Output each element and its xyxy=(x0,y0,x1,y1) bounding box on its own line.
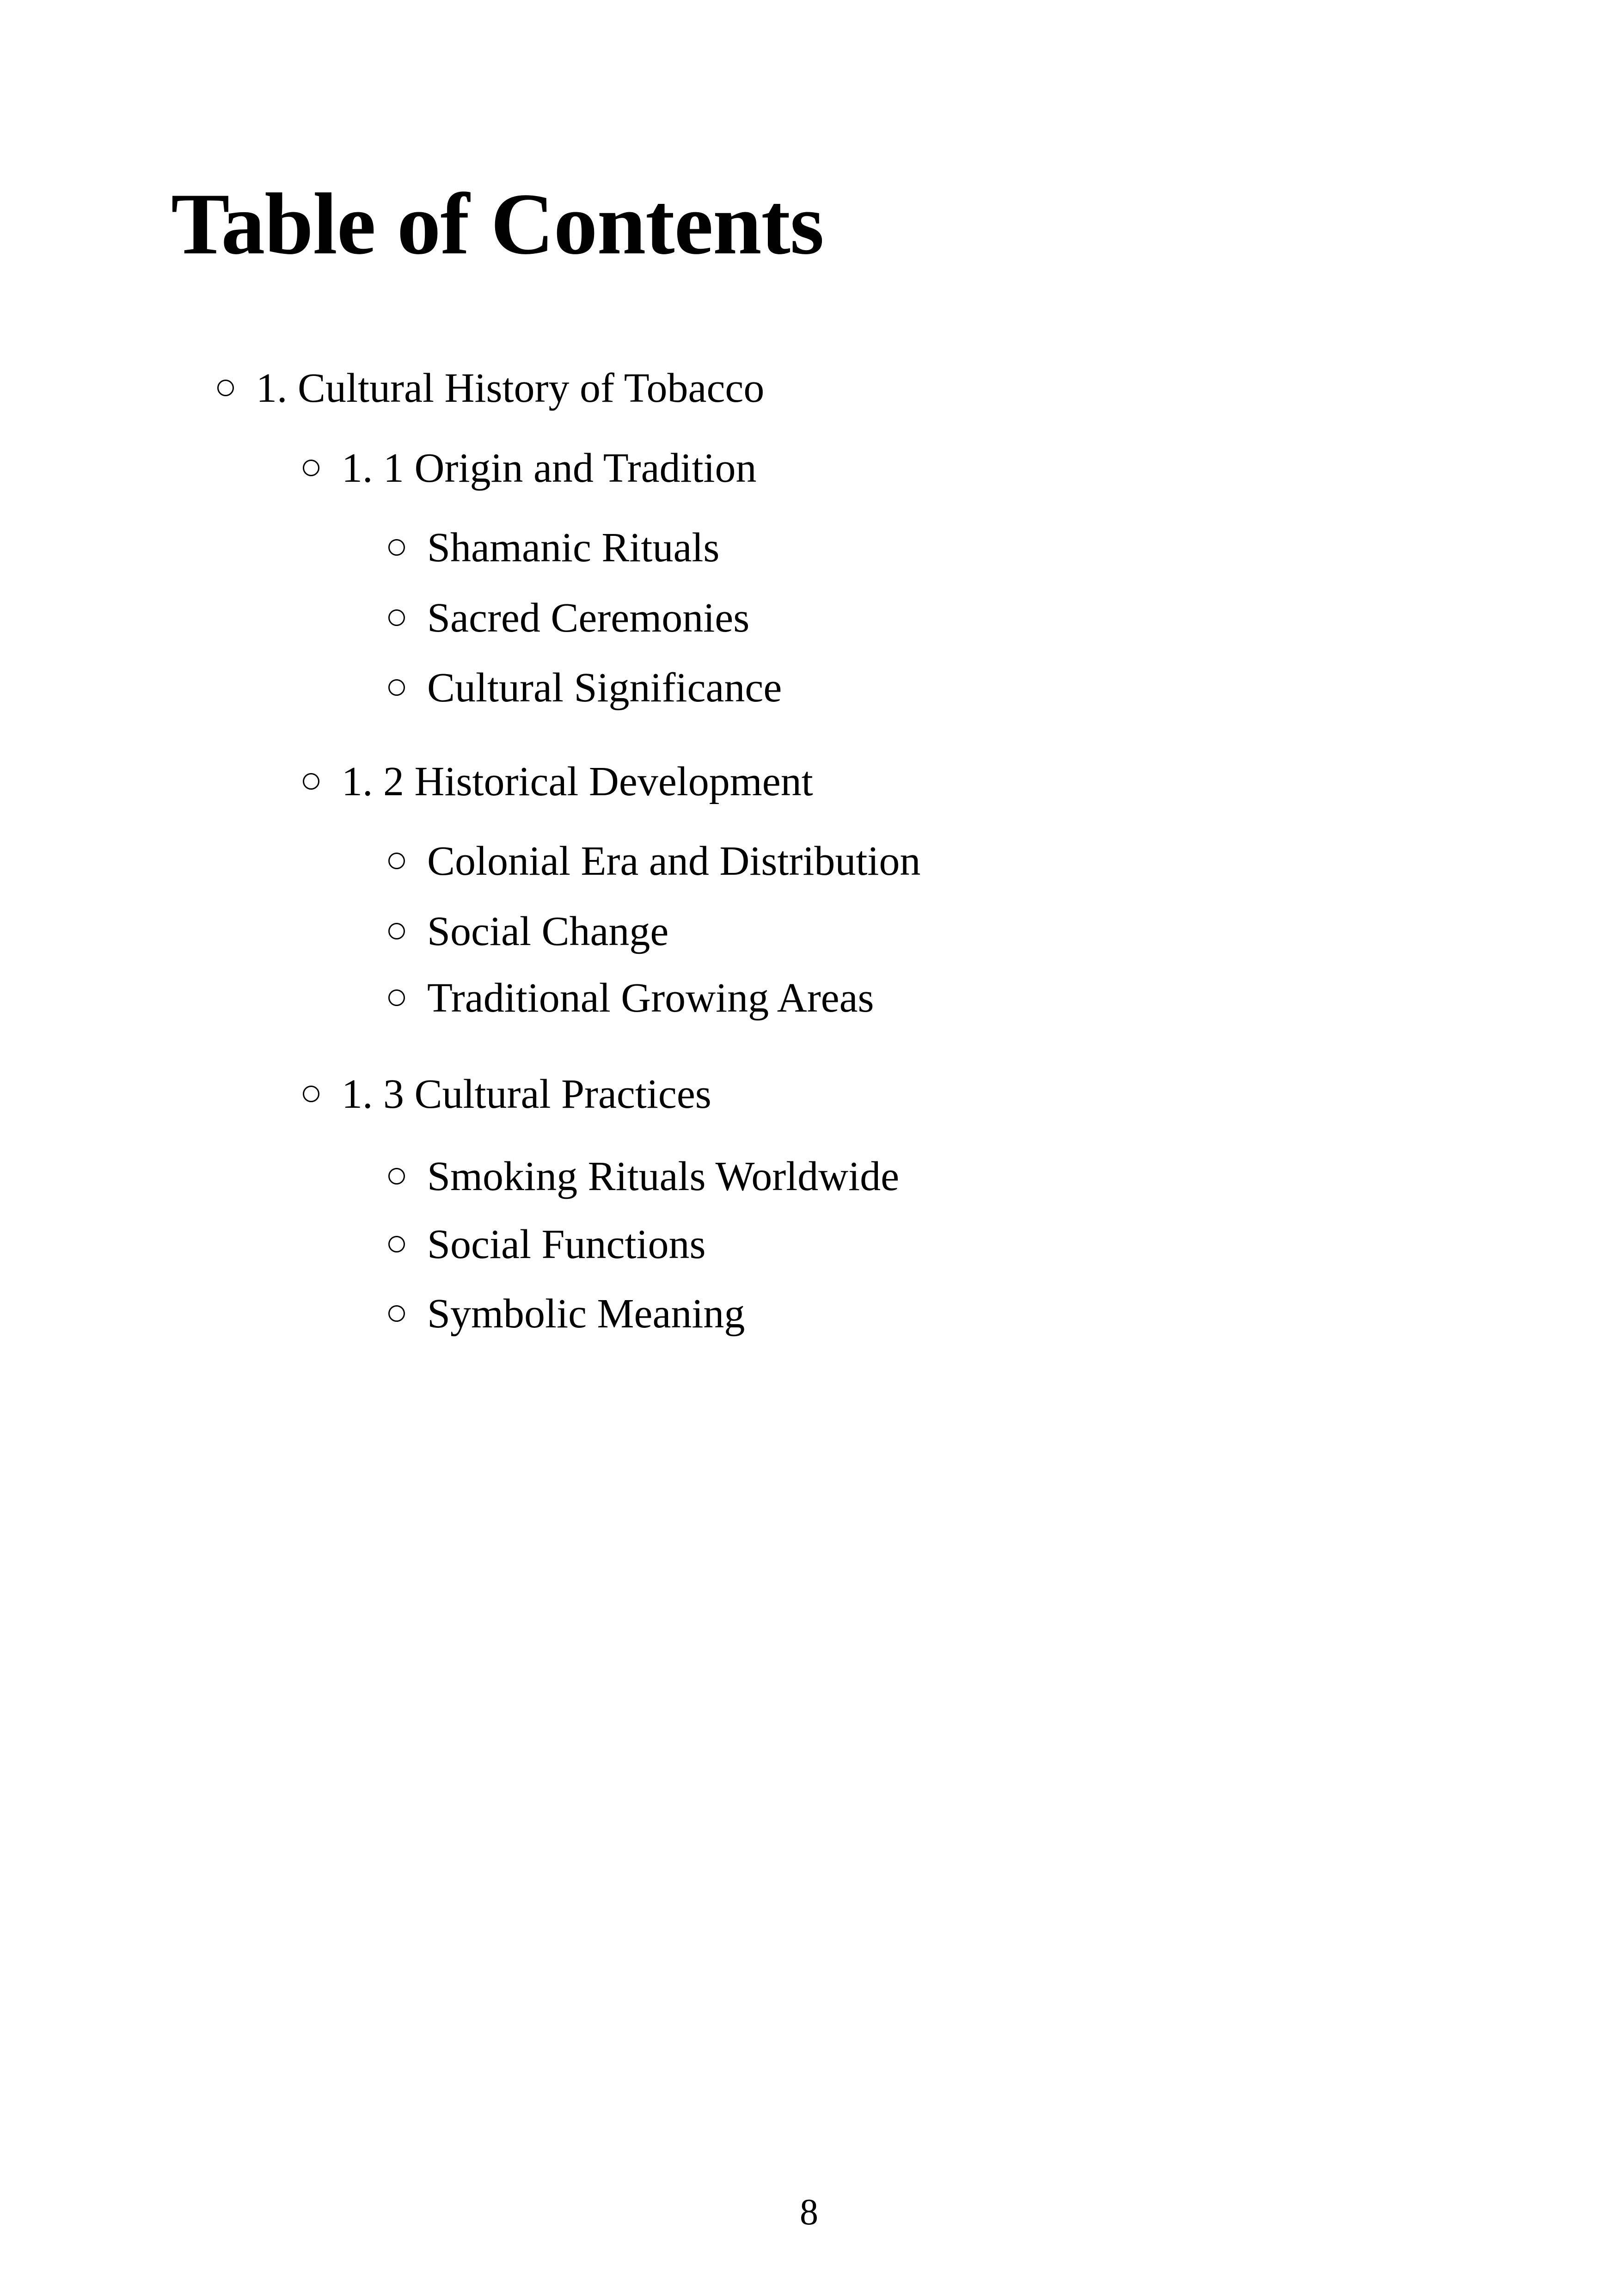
toc-section-label: 1. 1 Origin and Tradition xyxy=(342,445,757,491)
hollow-circle-bullet-icon xyxy=(303,773,319,790)
toc-section-entry[interactable] xyxy=(303,1071,711,1117)
toc-subsection-label: Social Functions xyxy=(427,1222,706,1267)
hollow-circle-bullet-icon xyxy=(303,460,319,476)
toc-subsection-label: Cultural Significance xyxy=(427,665,782,711)
hollow-circle-bullet-icon xyxy=(217,380,234,396)
toc-subsection-entry[interactable] xyxy=(388,911,668,952)
page-number: 8 xyxy=(800,2192,818,2233)
hollow-circle-bullet-icon xyxy=(388,539,405,556)
toc-subsection-label: Social Change xyxy=(427,909,669,954)
hollow-circle-bullet-icon xyxy=(388,1236,405,1252)
toc-chapter-entry[interactable] xyxy=(217,365,765,411)
toc-subsection-label: Shamanic Rituals xyxy=(427,525,720,571)
toc-subsection-entry[interactable] xyxy=(388,527,719,569)
toc-subsection-entry[interactable] xyxy=(388,1156,899,1197)
hollow-circle-bullet-icon xyxy=(388,679,405,696)
hollow-circle-bullet-icon xyxy=(388,1305,405,1322)
hollow-circle-bullet-icon xyxy=(388,989,405,1006)
hollow-circle-bullet-icon xyxy=(388,923,405,939)
toc-subsection-entry[interactable] xyxy=(388,667,782,709)
toc-chapter-label: 1. Cultural History of Tobacco xyxy=(256,365,765,411)
toc-section-entry[interactable] xyxy=(303,445,757,491)
toc-subsection-label: Colonial Era and Distribution xyxy=(427,838,921,884)
hollow-circle-bullet-icon xyxy=(388,1168,405,1185)
page-title: Table of Contents xyxy=(171,176,824,273)
toc-subsection-label: Sacred Ceremonies xyxy=(427,595,750,641)
toc-subsection-entry[interactable] xyxy=(388,597,749,639)
toc-subsection-entry[interactable] xyxy=(388,838,921,884)
toc-subsection-label: Traditional Growing Areas xyxy=(427,975,874,1021)
toc-section-label: 1. 3 Cultural Practices xyxy=(342,1071,711,1117)
toc-section-entry[interactable] xyxy=(303,761,813,803)
toc-subsection-entry[interactable] xyxy=(388,1293,745,1335)
hollow-circle-bullet-icon xyxy=(388,609,405,626)
toc-subsection-entry[interactable] xyxy=(388,977,874,1019)
hollow-circle-bullet-icon xyxy=(388,853,405,869)
toc-subsection-label: Smoking Rituals Worldwide xyxy=(427,1154,900,1199)
toc-subsection-entry[interactable] xyxy=(388,1224,706,1265)
hollow-circle-bullet-icon xyxy=(303,1086,319,1102)
toc-section-label: 1. 2 Historical Development xyxy=(342,759,813,804)
toc-subsection-label: Symbolic Meaning xyxy=(427,1291,745,1337)
